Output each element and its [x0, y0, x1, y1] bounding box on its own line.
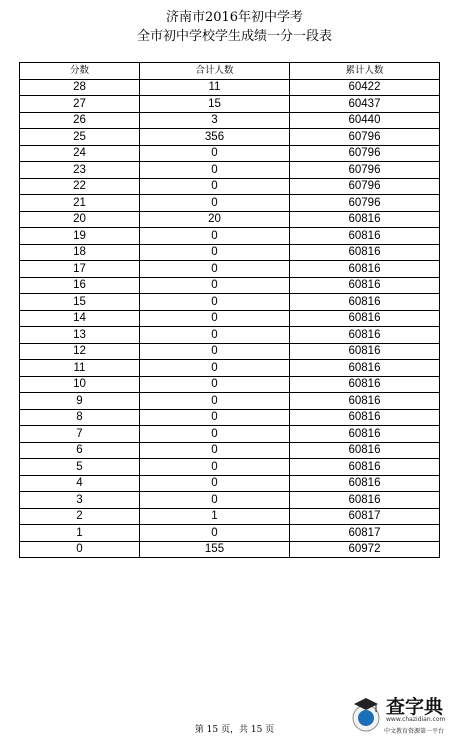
- table-row: [20, 525, 440, 542]
- table-row: [20, 294, 440, 311]
- cumulative-cell: 60816: [290, 393, 440, 410]
- cumulative-cell: 60816: [290, 442, 440, 459]
- table-row: [20, 96, 440, 113]
- total-cell: 0: [140, 343, 290, 360]
- score-cell: 10: [20, 376, 140, 393]
- table-row: [20, 475, 440, 492]
- cumulative-cell: 60972: [290, 541, 440, 558]
- header-cumulative: 累计人数: [290, 63, 440, 80]
- total-cell: 3: [140, 112, 290, 129]
- total-cell: 0: [140, 426, 290, 443]
- total-cell: 0: [140, 360, 290, 377]
- total-cell: 0: [140, 310, 290, 327]
- score-cell: 16: [20, 277, 140, 294]
- score-table: [19, 62, 440, 558]
- cumulative-cell: 60816: [290, 409, 440, 426]
- score-cell: 28: [20, 79, 140, 96]
- score-cell: 8: [20, 409, 140, 426]
- score-cell: 20: [20, 211, 140, 228]
- cumulative-cell: 60816: [290, 211, 440, 228]
- table-row: [20, 211, 440, 228]
- total-cell: 0: [140, 393, 290, 410]
- total-cell: 15: [140, 96, 290, 113]
- cumulative-cell: 60796: [290, 195, 440, 212]
- table-row: [20, 376, 440, 393]
- table-row: [20, 129, 440, 146]
- score-cell: 26: [20, 112, 140, 129]
- page-footer: 第 15 页，共 15 页: [194, 725, 275, 735]
- score-cell: 17: [20, 261, 140, 278]
- cumulative-cell: 60817: [290, 525, 440, 542]
- document-subtitle: 全市初中学校学生成绩一分一段表: [136, 29, 332, 44]
- total-cell: 356: [140, 129, 290, 146]
- table-row: [20, 360, 440, 377]
- cumulative-cell: 60816: [290, 244, 440, 261]
- total-cell: 0: [140, 459, 290, 476]
- table-row: [20, 228, 440, 245]
- score-cell: 1: [20, 525, 140, 542]
- logo-name: 查字典: [386, 696, 444, 718]
- table-row: [20, 277, 440, 294]
- cumulative-cell: 60817: [290, 508, 440, 525]
- table-row: [20, 343, 440, 360]
- score-cell: 5: [20, 459, 140, 476]
- cumulative-cell: 60816: [290, 228, 440, 245]
- total-cell: 0: [140, 525, 290, 542]
- total-cell: 155: [140, 541, 290, 558]
- table-row: [20, 492, 440, 509]
- score-cell: 4: [20, 475, 140, 492]
- cumulative-cell: 60816: [290, 343, 440, 360]
- total-cell: 0: [140, 327, 290, 344]
- total-cell: 0: [140, 244, 290, 261]
- table-row: [20, 79, 440, 96]
- cumulative-cell: 60440: [290, 112, 440, 129]
- table-row: [20, 508, 440, 525]
- total-cell: 0: [140, 409, 290, 426]
- cumulative-cell: 60816: [290, 459, 440, 476]
- total-cell: 0: [140, 376, 290, 393]
- table-row: [20, 409, 440, 426]
- table-row: [20, 145, 440, 162]
- document-title: 济南市2016年初中学考: [165, 10, 304, 25]
- score-cell: 3: [20, 492, 140, 509]
- table-row: [20, 244, 440, 261]
- cumulative-cell: 60816: [290, 492, 440, 509]
- total-cell: 0: [140, 228, 290, 245]
- score-cell: 23: [20, 162, 140, 179]
- table-row: [20, 261, 440, 278]
- score-cell: 9: [20, 393, 140, 410]
- total-cell: 0: [140, 475, 290, 492]
- total-cell: 0: [140, 195, 290, 212]
- cumulative-cell: 60816: [290, 310, 440, 327]
- total-cell: 0: [140, 178, 290, 195]
- total-cell: 11: [140, 79, 290, 96]
- total-cell: 20: [140, 211, 290, 228]
- cumulative-cell: 60796: [290, 162, 440, 179]
- table-row: [20, 112, 440, 129]
- score-cell: 12: [20, 343, 140, 360]
- score-cell: 13: [20, 327, 140, 344]
- score-cell: 18: [20, 244, 140, 261]
- table-row: [20, 178, 440, 195]
- cumulative-cell: 60816: [290, 360, 440, 377]
- score-cell: 7: [20, 426, 140, 443]
- total-cell: 0: [140, 492, 290, 509]
- table-row: [20, 541, 440, 558]
- cumulative-cell: 60816: [290, 294, 440, 311]
- table-row: [20, 426, 440, 443]
- header-total: 合计人数: [140, 63, 290, 80]
- total-cell: 0: [140, 294, 290, 311]
- score-cell: 0: [20, 541, 140, 558]
- table-row: [20, 327, 440, 344]
- cumulative-cell: 60437: [290, 96, 440, 113]
- table-row: [20, 162, 440, 179]
- score-cell: 27: [20, 96, 140, 113]
- total-cell: 0: [140, 162, 290, 179]
- cumulative-cell: 60816: [290, 426, 440, 443]
- score-cell: 22: [20, 178, 140, 195]
- cumulative-cell: 60816: [290, 261, 440, 278]
- total-cell: 0: [140, 442, 290, 459]
- table-row: [20, 459, 440, 476]
- table-row: [20, 442, 440, 459]
- score-cell: 25: [20, 129, 140, 146]
- cumulative-cell: 60816: [290, 376, 440, 393]
- table-row: [20, 310, 440, 327]
- score-cell: 11: [20, 360, 140, 377]
- score-cell: 24: [20, 145, 140, 162]
- cumulative-cell: 60816: [290, 277, 440, 294]
- cumulative-cell: 60816: [290, 327, 440, 344]
- cumulative-cell: 60796: [290, 129, 440, 146]
- total-cell: 0: [140, 277, 290, 294]
- logo-slogan: 中文教育资源第一平台: [384, 728, 445, 735]
- table-row: [20, 393, 440, 410]
- logo-url: www.chazidian.com: [386, 716, 446, 723]
- total-cell: 0: [140, 145, 290, 162]
- cumulative-cell: 60422: [290, 79, 440, 96]
- cumulative-cell: 60816: [290, 475, 440, 492]
- score-cell: 2: [20, 508, 140, 525]
- cumulative-cell: 60796: [290, 145, 440, 162]
- table-row: [20, 195, 440, 212]
- score-cell: 6: [20, 442, 140, 459]
- score-cell: 14: [20, 310, 140, 327]
- score-cell: 15: [20, 294, 140, 311]
- total-cell: 0: [140, 261, 290, 278]
- table-header-row: [20, 63, 440, 80]
- score-cell: 21: [20, 195, 140, 212]
- score-cell: 19: [20, 228, 140, 245]
- total-cell: 1: [140, 508, 290, 525]
- header-score: 分数: [20, 63, 140, 80]
- cumulative-cell: 60796: [290, 178, 440, 195]
